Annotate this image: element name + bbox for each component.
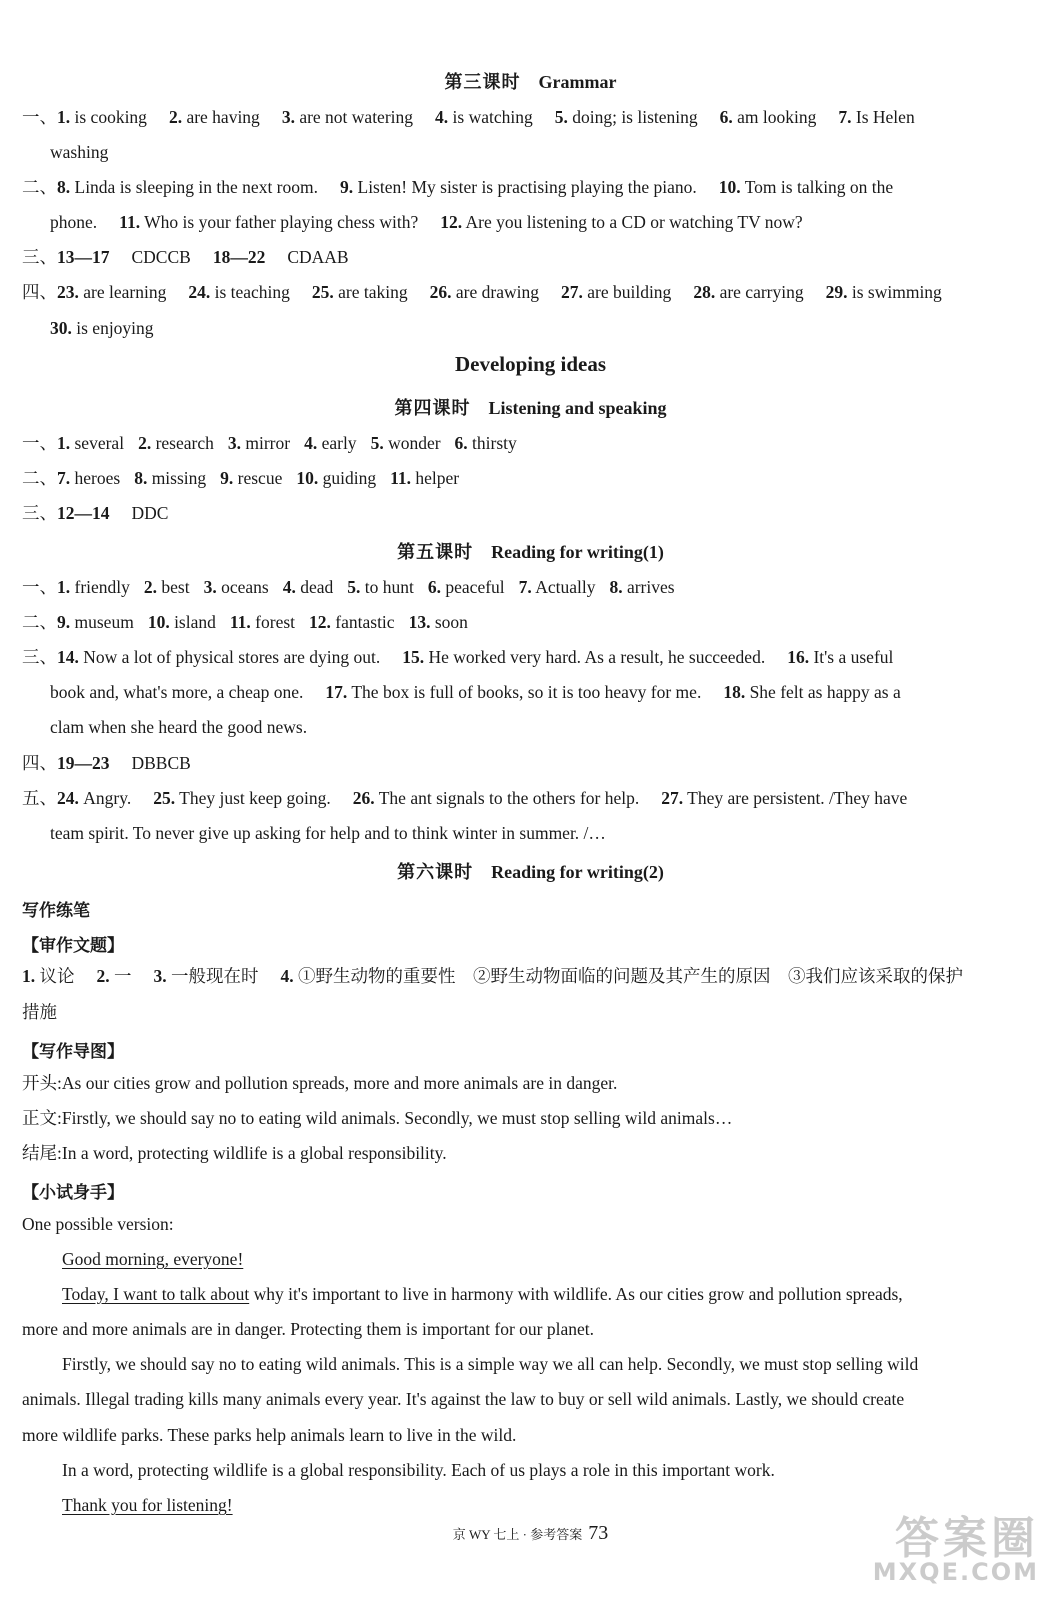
- writing-shen-label: 【审作文题】: [22, 936, 124, 955]
- essay-closing: Thank you for listening!: [62, 1495, 233, 1515]
- grammar-part4: 四、23. are learning 24. is teaching 25. are taking 26. are drawing 27. are building 28. are carrying 29. is swimming: [22, 282, 942, 302]
- reading1-part1: 一、1. friendly 2. best 3. oceans 4. dead 5. to hunt 6. peaceful 7. Actually 8. arrives: [22, 577, 675, 597]
- reading1-part3: 三、14. Now a lot of physical stores are dying out. 15. He worked very hard. As a result, he succeeded. 16. It's a useful: [22, 647, 894, 667]
- grammar-part4-cont: 30. is enjoying: [50, 318, 154, 338]
- essay-p2-line1: Firstly, we should say no to eating wild animals. This is a simple way we all can help. Secondly, we must stop selling wild: [62, 1354, 919, 1374]
- essay-p1-line1: Today, I want to talk about why it's important to live in harmony with wildlife. As our cities grow and pollution spreads,: [62, 1284, 903, 1304]
- listening-part2: 二、7. heroes 8. missing 9. rescue 10. guiding 11. helper: [22, 468, 460, 488]
- grammar-part2-cont: phone. 11. Who is your father playing chess with? 12. Are you listening to a CD or watching TV now?: [50, 212, 803, 232]
- section-heading-listening: 第四课时 Listening and speaking: [394, 398, 667, 418]
- section-heading-grammar: 第三课时 Grammar: [444, 72, 617, 92]
- essay-p2-line2: animals. Illegal trading kills many animals every year. It's against the law to buy or sell wild animals. Lastly, we should create: [22, 1389, 905, 1409]
- section-heading-reading1: 第五课时 Reading for writing(1): [397, 542, 664, 562]
- grammar-part1-cont: washing: [50, 142, 109, 162]
- essay-p2-line3: more wildlife parks. These parks help animals learn to live in the wild.: [22, 1425, 517, 1445]
- listening-part1: 一、1. several 2. research 3. mirror 4. early 5. wonder 6. thirsty: [22, 433, 517, 453]
- reading1-part4: 四、19—23 DBBCB: [22, 753, 191, 773]
- reading1-part2: 二、9. museum 10. island 11. forest 12. fantastic 13. soon: [22, 612, 468, 632]
- writing-title: 写作练笔: [22, 901, 90, 920]
- writing-body: 正文:Firstly, we should say no to eating wild animals. Secondly, we must stop selling wild animals…: [22, 1108, 733, 1128]
- essay-p3: In a word, protecting wildlife is a global responsibility. Each of us plays a role in this important work.: [62, 1460, 775, 1480]
- watermark-logo: 答案圈 MXQE.COM: [872, 1513, 1039, 1586]
- grammar-part1: 一、1. is cooking 2. are having 3. are not watering 4. is watching 5. doing; is listening 6. am looking 7. Is Helen: [22, 107, 915, 127]
- essay-p1-line2: more and more animals are in danger. Protecting them is important for our planet.: [22, 1319, 594, 1339]
- grammar-part2: 二、8. Linda is sleeping in the next room. 9. Listen! My sister is practising playing the piano. 10. Tom is talking on the: [22, 177, 894, 197]
- reading1-part5-cont: team spirit. To never give up asking for help and to think winter in summer. /…: [50, 823, 606, 843]
- essay-greeting: Good morning, everyone!: [62, 1249, 244, 1269]
- page-number: 73: [588, 1522, 609, 1544]
- writing-dao-label: 【写作导图】: [22, 1042, 124, 1061]
- writing-shi-label: 【小试身手】: [22, 1183, 124, 1202]
- writing-shen-cont: 措施: [22, 1002, 57, 1022]
- reading1-part3-cont2: clam when she heard the good news.: [50, 717, 308, 737]
- section-heading-developing-ideas: Developing ideas: [454, 352, 607, 376]
- reading1-part5: 五、24. Angry. 25. They just keep going. 26. The ant signals to the others for help. 27. They are persistent. /They have: [22, 788, 908, 808]
- writing-ending: 结尾:In a word, protecting wildlife is a global responsibility.: [22, 1143, 447, 1163]
- writing-opening: 开头:As our cities grow and pollution spreads, more and more animals are in danger.: [22, 1073, 618, 1093]
- grammar-part3: 三、13—17 CDCCB 18—22 CDAAB: [22, 247, 349, 267]
- section-heading-reading2: 第六课时 Reading for writing(2): [397, 862, 664, 882]
- writing-shen-answers: 1. 议论 2. 一 3. 一般现在时 4. ①野生动物的重要性 ②野生动物面临的问题及其产生的原因 ③我们应该采取的保护: [22, 966, 963, 986]
- writing-version-label: One possible version:: [22, 1214, 174, 1234]
- listening-part3: 三、12—14 DDC: [22, 503, 169, 523]
- reading1-part3-cont: book and, what's more, a cheap one. 17. The box is full of books, so it is too heavy for me. 18. She felt as happy as a: [50, 682, 901, 702]
- footer-text: 京 WY 七上 · 参考答案: [452, 1527, 583, 1542]
